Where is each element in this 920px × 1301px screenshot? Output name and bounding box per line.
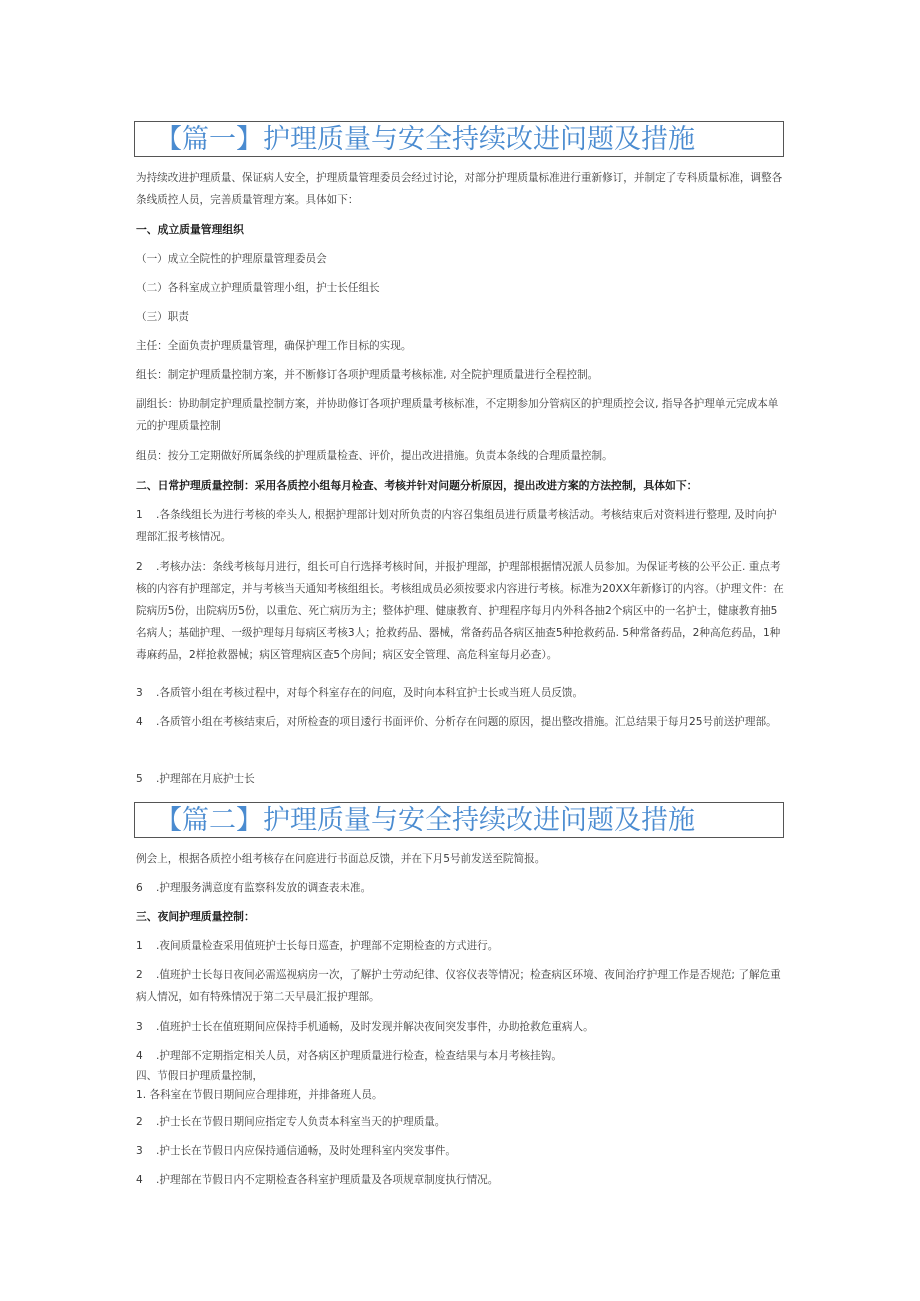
- role-leader: 组长：制定护理质量控制方案，并不断修订各项护理质量考核标准, 对全院护理质量进行全程控制。: [136, 369, 599, 381]
- item-text: .各质管小组在考核结束后，对所检查的项目逶行书面评价、分析存在问题的原因，提出整改措施。汇总结果于每月25号前送护理部。: [156, 716, 777, 728]
- s2-item-2: [136, 556, 784, 666]
- s1-item-3: （三）职责: [136, 311, 189, 323]
- item-text: .护士长在节假日内应保持通信通畅，及时处理科室内突发事件。: [156, 1145, 456, 1157]
- s3-item-4: [136, 1045, 784, 1067]
- item-number: 1: [136, 509, 143, 521]
- role-deputy: 副组长：协助制定护理质量控制方案，并协助修订各项护理质量考核标准，不定期参加分管病区的护理质控会议, 指导各护理单元完成本单元的护理质量控制: [136, 398, 779, 432]
- item-text: .各条线组长为进行考核的牵头人, 根据护理部计划对所负责的内容召集组员进行质量考核活动。考核结束后对资料进行整理, 及时向护理部汇报考核情况。: [136, 509, 777, 543]
- s2-item-5: [136, 768, 784, 790]
- item-number: 4: [136, 716, 143, 728]
- s2-item-1: [136, 504, 784, 548]
- s4-item-2: [136, 1111, 784, 1133]
- page-title: 【篇一】护理质量与安全持续改进问题及措施: [134, 121, 784, 157]
- intro-paragraph: 为持续改进护理质量、保证病人安全，护理质量管理委员会经过讨论，对部分护理质量标准进行重新修订，并制定了专科质量标准，调整各条线质控人员，完善质量管理方案。具体如下：: [136, 172, 783, 206]
- item-number: 5: [136, 773, 143, 785]
- item-number: 4: [136, 1050, 143, 1062]
- item-number: 1: [136, 940, 143, 952]
- s2-item-4: [136, 711, 784, 733]
- s3-item-3: [136, 1016, 784, 1038]
- role-member: 组员：按分工定期做好所属条线的护理质量检查、评价，提出改进措施。负责本条线的合理质量控制。: [136, 450, 613, 462]
- section-1-heading: 一、成立质量管理组织: [136, 223, 244, 236]
- section-4-heading: 四、节假日护理质量控制，: [136, 1070, 264, 1082]
- item-number: 3: [136, 1021, 143, 1033]
- s2-item-6: [136, 877, 784, 899]
- item-number: 3: [136, 687, 143, 699]
- item-text: .护理服务满意度有监察科发放的调查表未准。: [156, 882, 372, 894]
- item-number: 2: [136, 969, 143, 981]
- s3-item-1: [136, 935, 784, 957]
- item-text: .护理部不定期指定相关人员，对各病区护理质量进行检查，检查结果与本月考核挂钩。: [156, 1050, 562, 1062]
- s1-item-1: （一）成立全院性的护理原量管理委员会: [136, 253, 327, 265]
- role-director: 主任：全面负责护理质量管理，确保护理工作目标的实现。: [136, 340, 412, 352]
- s2-item-3: [136, 682, 784, 704]
- item-number: 2: [136, 561, 143, 573]
- s4-item-1: 1. 各科室在节假日期间应合理排班，并排备班人员。: [136, 1089, 383, 1101]
- item-text: .值班护士长在值班期间应保持手机通畅，及时发现并解决夜间突发事件，办助抢救危重病人。: [156, 1021, 594, 1033]
- item-number: 6: [136, 882, 143, 894]
- item-text: .护士长在节假日期间应指定专人负责本科室当天的护理质量。: [156, 1116, 446, 1128]
- item-text: .护理部在节假日内不定期检查各科室护理质量及各项规章制度执行情况。: [156, 1174, 499, 1186]
- item-text: .值班护士长每日夜间必需巡视病房一次，了解护士劳动纪律、仪容仪表等情况；检查病区环境、夜间治疗护理工作是否规范; 了解危重病人情况，如有特殊情况于第二天早晨汇报护理部。: [136, 969, 781, 1003]
- section-2-heading: 二、日常护理质量控制：采用各质控小组每月检查、考核并针对问题分析原因，提出改进方案的方法控制，具体如下：: [136, 479, 698, 492]
- section-3-heading: 三、夜间护理质量控制：: [136, 910, 255, 923]
- s1-item-2: （二）各科室成立护理质量管理小组，护士长任组长: [136, 282, 380, 294]
- item-text: .夜间质量检查采用值班护士长每日巡查，护理部不定期检查的方式进行。: [156, 940, 499, 952]
- item-text: .护理部在月底护士长: [156, 773, 255, 785]
- s3-item-2: [136, 964, 784, 1008]
- s4-item-4: [136, 1169, 784, 1191]
- item-number: 3: [136, 1145, 143, 1157]
- item-text: .各质管小组在考核过程中，对每个科室存在的问庖，及时向本科宜护士长或当班人员反馈。: [156, 687, 584, 699]
- item-text: .考核办法：条线考核每月进行，组长可自行选择考核时间，并报护理部，护理部根据情况派人员参加。为保证考核的公平公正. 重点考核的内容有护理部定，并与考核当天通知考核组组长。考核组成员必须按要求内容进行考核。标准为20XX年新修订的内容。（护理文件：在院病历5份，出院病历5份，以重危、死亡病历为主；整体护理、健康教育、护理程序每月内外科各抽2个病区中的一名护士，健康教育抽5名病人；基础护理、一级护理每月每病区考核3人；抢救药品、器械，常备药品各病区抽查5种抢救药品. 5种常备药品，2种高危药品，1种毒麻药品，2样抢救器械；病区管理病区查5个房间；病区安全管理、高危科室每月必查）。: [136, 561, 784, 661]
- item-number: 2: [136, 1116, 143, 1128]
- item-number: 4: [136, 1174, 143, 1186]
- s4-item-3: [136, 1140, 784, 1162]
- continued-paragraph: 例会上，根据各质控小组考核存在问庭进行书面总反馈，并在下月5号前发送至院简报。: [136, 853, 546, 865]
- second-title: 【篇二】护理质量与安全持续改进问题及措施: [134, 802, 784, 838]
